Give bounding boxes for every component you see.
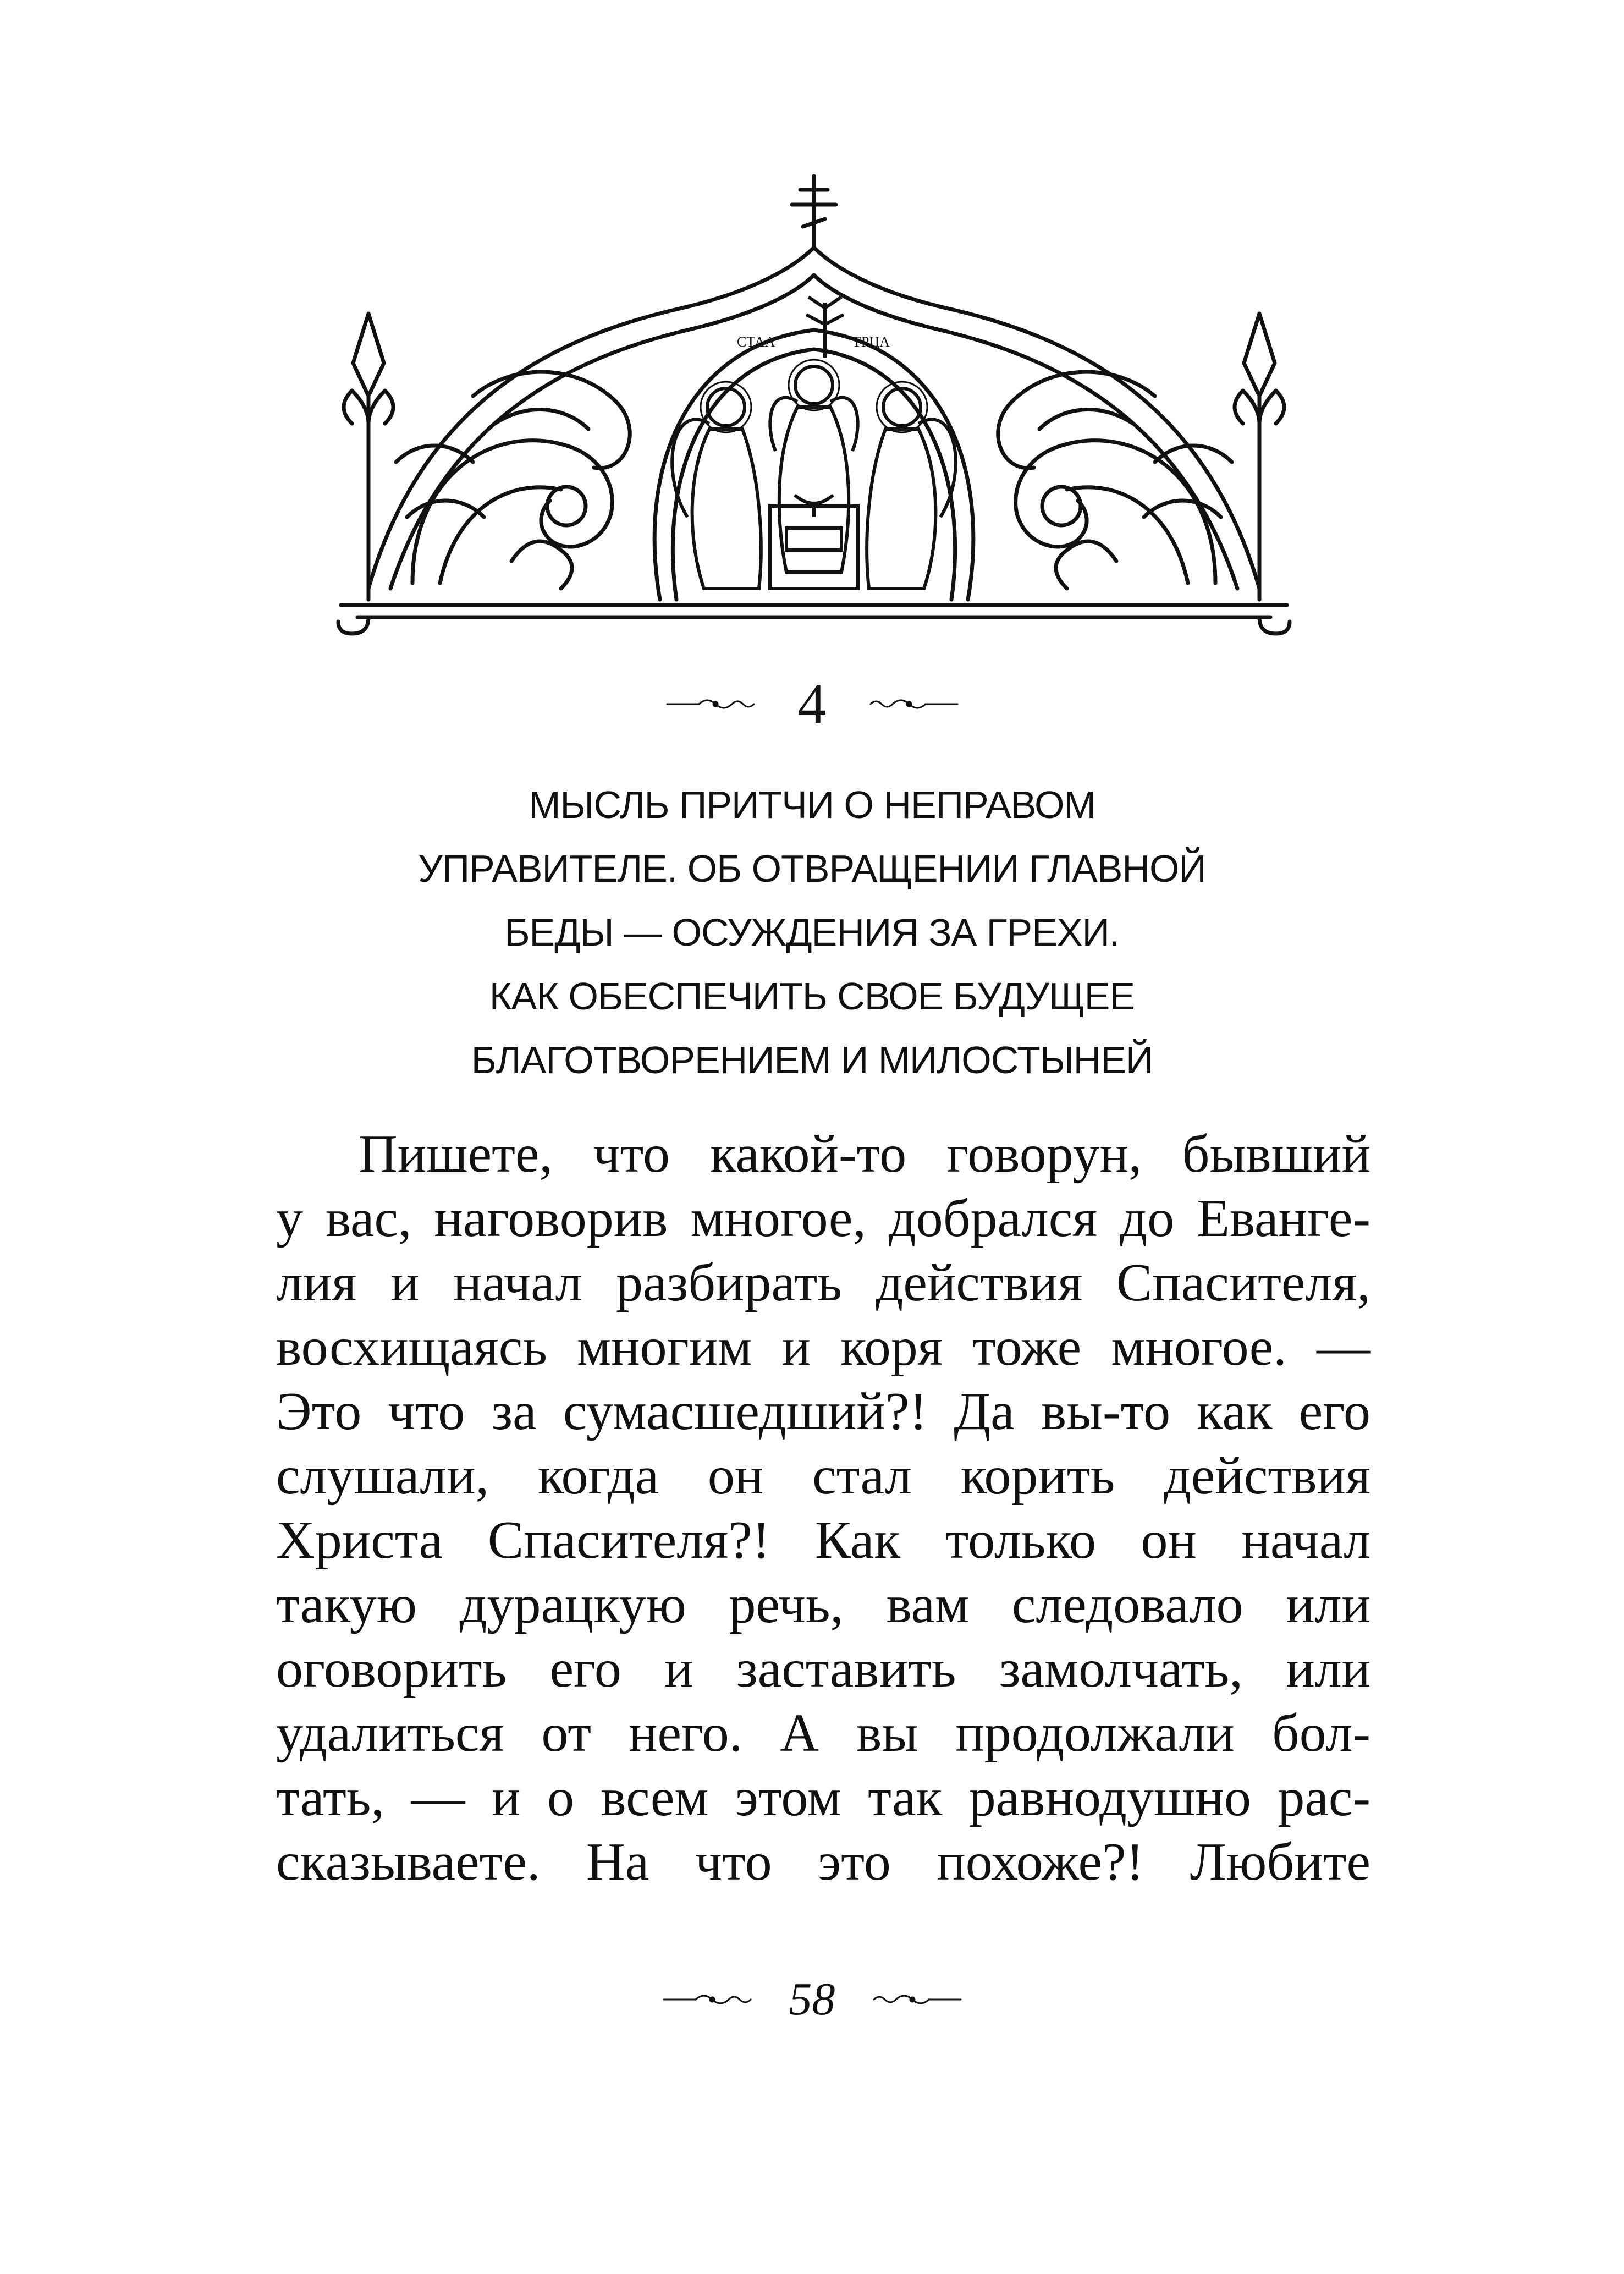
chapter-title-line: УПРАВИТЕЛЕ. ОБ ОТВРАЩЕНИИ ГЛАВНОЙ <box>418 847 1206 890</box>
scroll-flourish-icon <box>666 693 759 715</box>
body-line: сказываете. На что это похоже?! Любите <box>276 1832 1370 1892</box>
scroll-flourish-icon <box>663 1989 756 2011</box>
body-line: у вас, наговорив многое, добрался до Еванге- <box>276 1189 1370 1248</box>
page-footer <box>0 1964 1624 2035</box>
chapter-title-line: МЫСЛЬ ПРИТЧИ О НЕПРАВОМ <box>529 783 1095 826</box>
body-line: Это что за сумасшедший?! Да вы-то как его <box>276 1382 1370 1441</box>
body-line: такую дурацкую речь, вам следовало или <box>276 1575 1370 1634</box>
chapter-title <box>209 773 1415 1092</box>
scroll-flourish-icon <box>868 1989 962 2011</box>
body-line: восхищаясь многим и коря тоже многое. — <box>276 1317 1370 1377</box>
body-line: оговорить его и заставить замолчать, или <box>276 1639 1370 1699</box>
body-line: тать, — и о всем этом так равнодушно рас- <box>276 1768 1370 1827</box>
body-line: слушали, когда он стал корить действия <box>276 1446 1370 1506</box>
chapter-number: 4 <box>797 672 827 735</box>
body-paragraph <box>276 1122 1370 1894</box>
trinity-icon-headpiece-ornament <box>330 165 1298 644</box>
scroll-flourish-icon <box>865 693 959 715</box>
chapter-title-line: БЕДЫ — ОСУЖДЕНИЯ ЗА ГРЕХИ. <box>504 911 1120 954</box>
chapter-title-line: КАК ОБЕСПЕЧИТЬ СВОЕ БУДУЩЕЕ <box>489 975 1135 1018</box>
body-line: лия и начал разбирать действия Спасителя, <box>276 1253 1370 1312</box>
inscription-left: СТАА <box>737 334 775 350</box>
chapter-heading <box>0 668 1624 740</box>
inscription-right: ТРЦА <box>852 334 890 350</box>
page-number: 58 <box>789 1974 835 2025</box>
chapter-title-line: БЛАГОТВОРЕНИЕМ И МИЛОСТЫНЕЙ <box>471 1039 1153 1081</box>
body-line: Христа Спасителя?! Как только он начал <box>276 1510 1370 1570</box>
body-line: удалиться от него. А вы продолжали бол- <box>276 1704 1370 1763</box>
body-line: Пишете, что какой-то говорун, бывший <box>359 1124 1370 1184</box>
